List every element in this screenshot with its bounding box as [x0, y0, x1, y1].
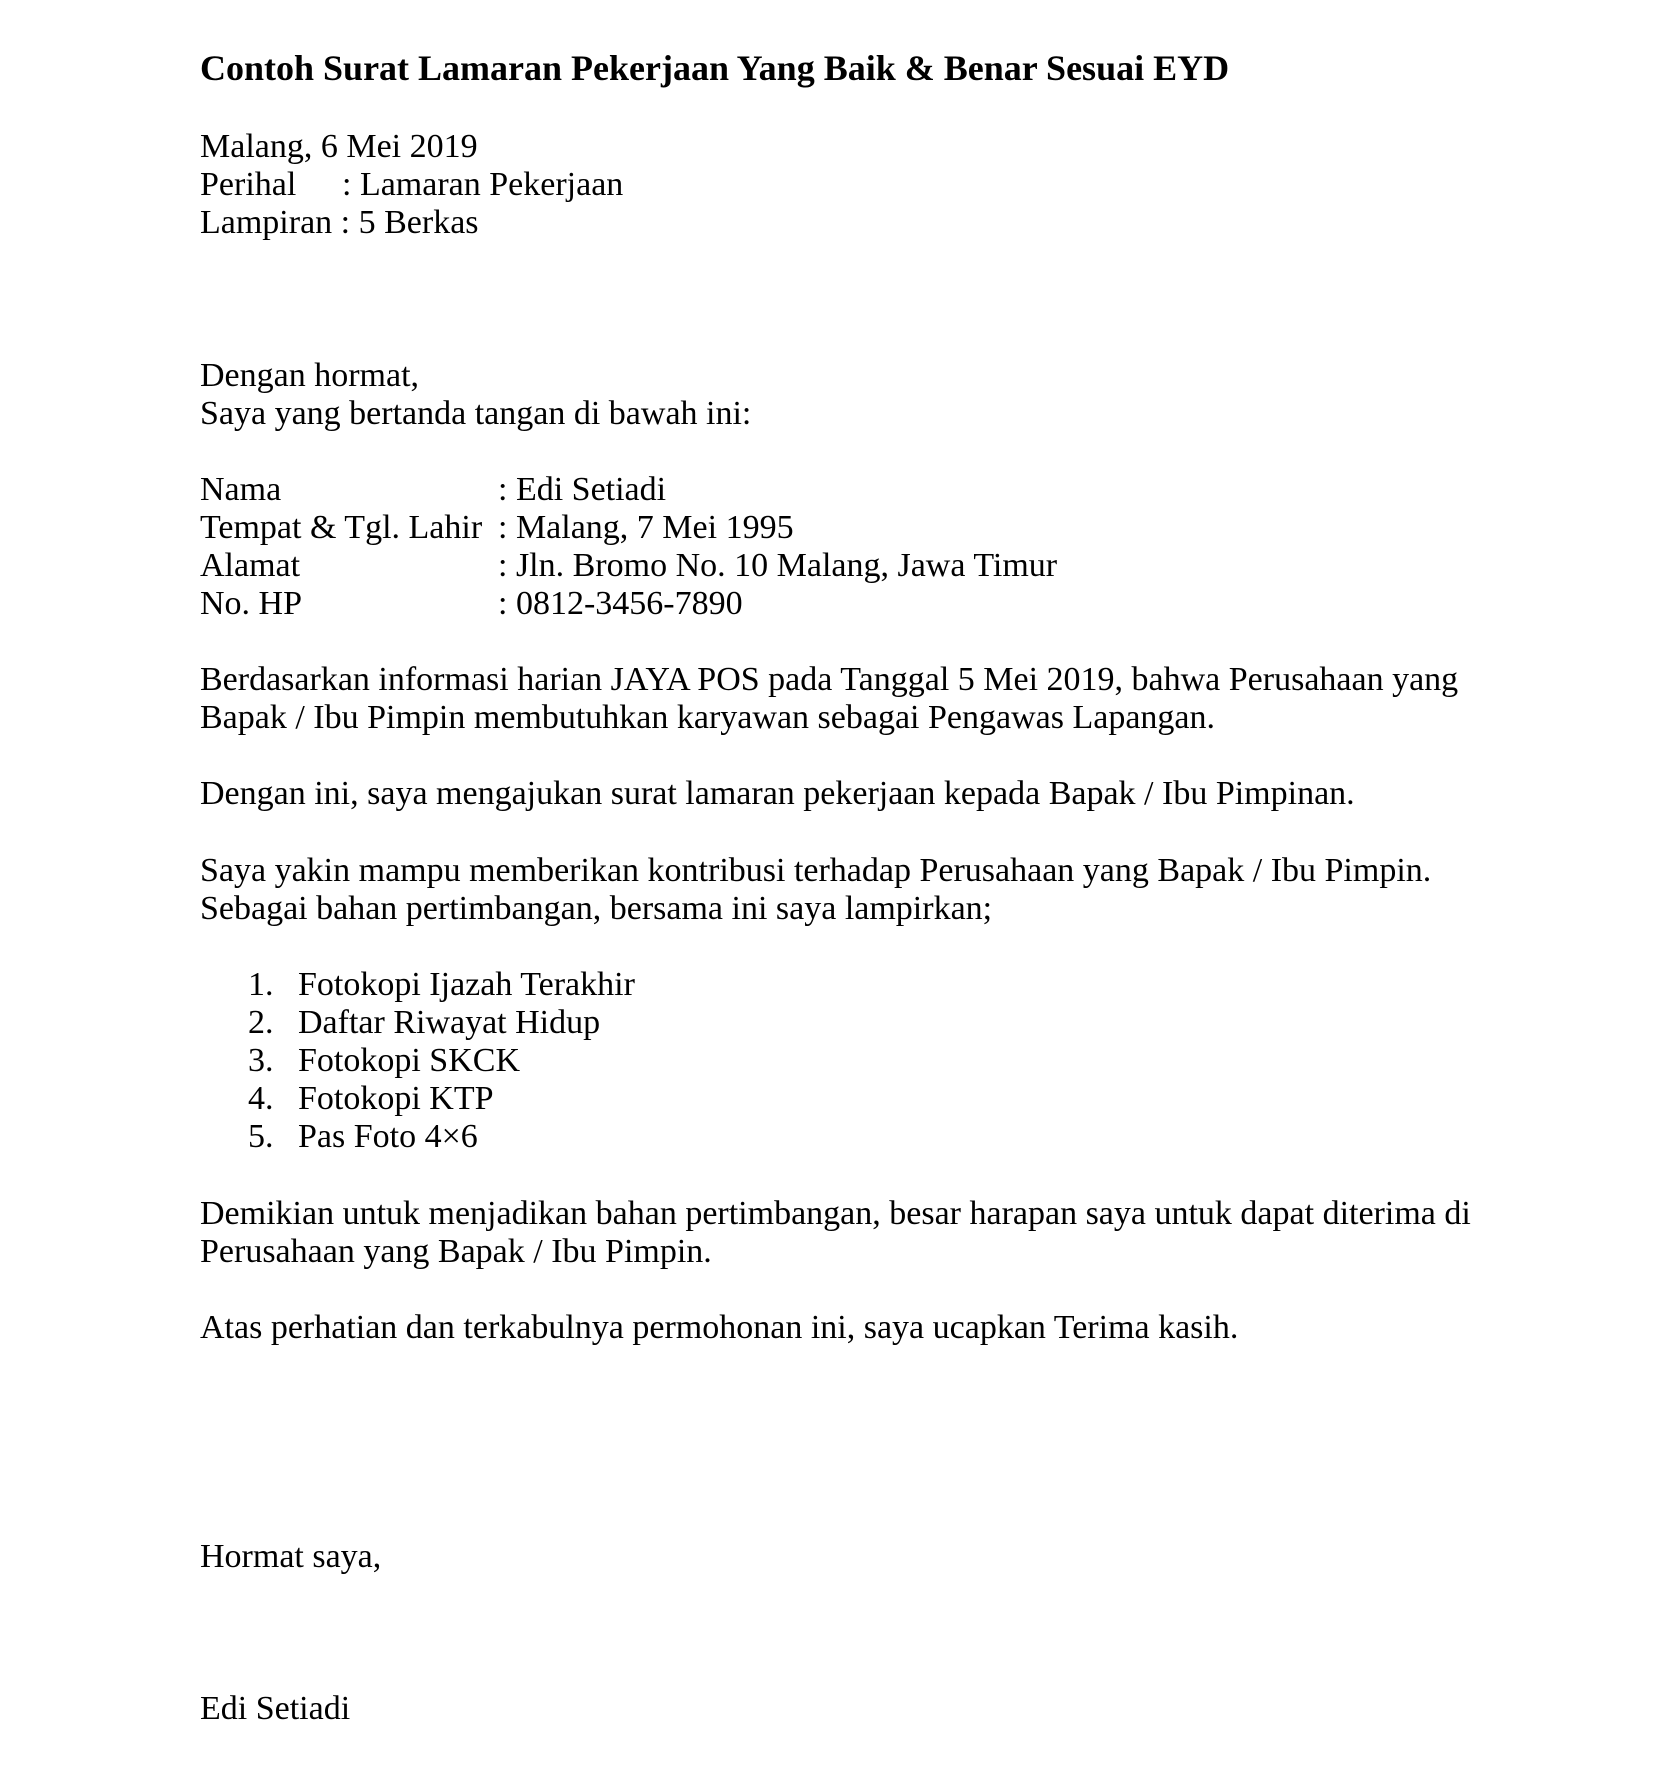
- identity-label: No. HP: [200, 585, 303, 622]
- list-item-number: 5.: [248, 1118, 274, 1155]
- list-item-text: Fotokopi Ijazah Terakhir: [298, 966, 635, 1003]
- identity-row: [200, 585, 743, 623]
- list-item-text: Fotokopi KTP: [298, 1080, 494, 1117]
- paragraph-3-line-2: Sebagai bahan pertimbangan, bersama ini saya lampirkan;: [200, 890, 993, 927]
- document-title: Contoh Surat Lamaran Pekerjaan Yang Baik & Benar Sesuai EYD: [200, 48, 1230, 88]
- identity-value: : Edi Setiadi: [498, 471, 667, 508]
- identity-row: [200, 547, 1058, 585]
- closing: Hormat saya,: [200, 1538, 382, 1575]
- identity-row: [200, 509, 794, 547]
- paragraph-2: Dengan ini, saya mengajukan surat lamaran pekerjaan kepada Bapak / Ibu Pimpinan.: [200, 775, 1355, 812]
- list-item-number: 1.: [248, 966, 274, 1003]
- paragraph-4-line-1: Demikian untuk menjadikan bahan pertimbangan, besar harapan saya untuk dapat diterima di: [200, 1195, 1471, 1232]
- identity-row: [200, 471, 667, 509]
- intro-line: Saya yang bertanda tangan di bawah ini:: [200, 395, 752, 432]
- list-item-text: Pas Foto 4×6: [298, 1118, 478, 1155]
- greeting: Dengan hormat,: [200, 357, 420, 394]
- identity-label: Nama: [200, 471, 282, 508]
- paragraph-3-line-1: Saya yakin mampu memberikan kontribusi terhadap Perusahaan yang Bapak / Ibu Pimpin.: [200, 852, 1432, 889]
- list-item-number: 4.: [248, 1080, 274, 1117]
- paragraph-1-line-1: Berdasarkan informasi harian JAYA POS pada Tanggal 5 Mei 2019, bahwa Perusahaan yang: [200, 661, 1459, 698]
- perihal-value: : Lamaran Pekerjaan: [342, 166, 624, 203]
- list-item-text: Fotokopi SKCK: [298, 1042, 520, 1079]
- identity-label: Alamat: [200, 547, 301, 584]
- list-item-number: 2.: [248, 1004, 274, 1041]
- lampiran-line: Lampiran : 5 Berkas: [200, 204, 479, 241]
- perihal-label: Perihal: [200, 166, 297, 203]
- identity-value: : Malang, 7 Mei 1995: [498, 509, 794, 546]
- signature-name: Edi Setiadi: [200, 1690, 351, 1727]
- paragraph-1-line-2: Bapak / Ibu Pimpin membutuhkan karyawan sebagai Pengawas Lapangan.: [200, 699, 1216, 736]
- identity-label: Tempat & Tgl. Lahir: [200, 509, 483, 546]
- perihal-row: [200, 166, 624, 204]
- identity-value: : 0812-3456-7890: [498, 585, 743, 622]
- list-item-text: Daftar Riwayat Hidup: [298, 1004, 601, 1041]
- identity-value: : Jln. Bromo No. 10 Malang, Jawa Timur: [498, 547, 1058, 584]
- paragraph-5: Atas perhatian dan terkabulnya permohonan ini, saya ucapkan Terima kasih.: [200, 1309, 1239, 1346]
- letter-date: Malang, 6 Mei 2019: [200, 128, 478, 165]
- list-item-number: 3.: [248, 1042, 274, 1079]
- paragraph-4-line-2: Perusahaan yang Bapak / Ibu Pimpin.: [200, 1233, 712, 1270]
